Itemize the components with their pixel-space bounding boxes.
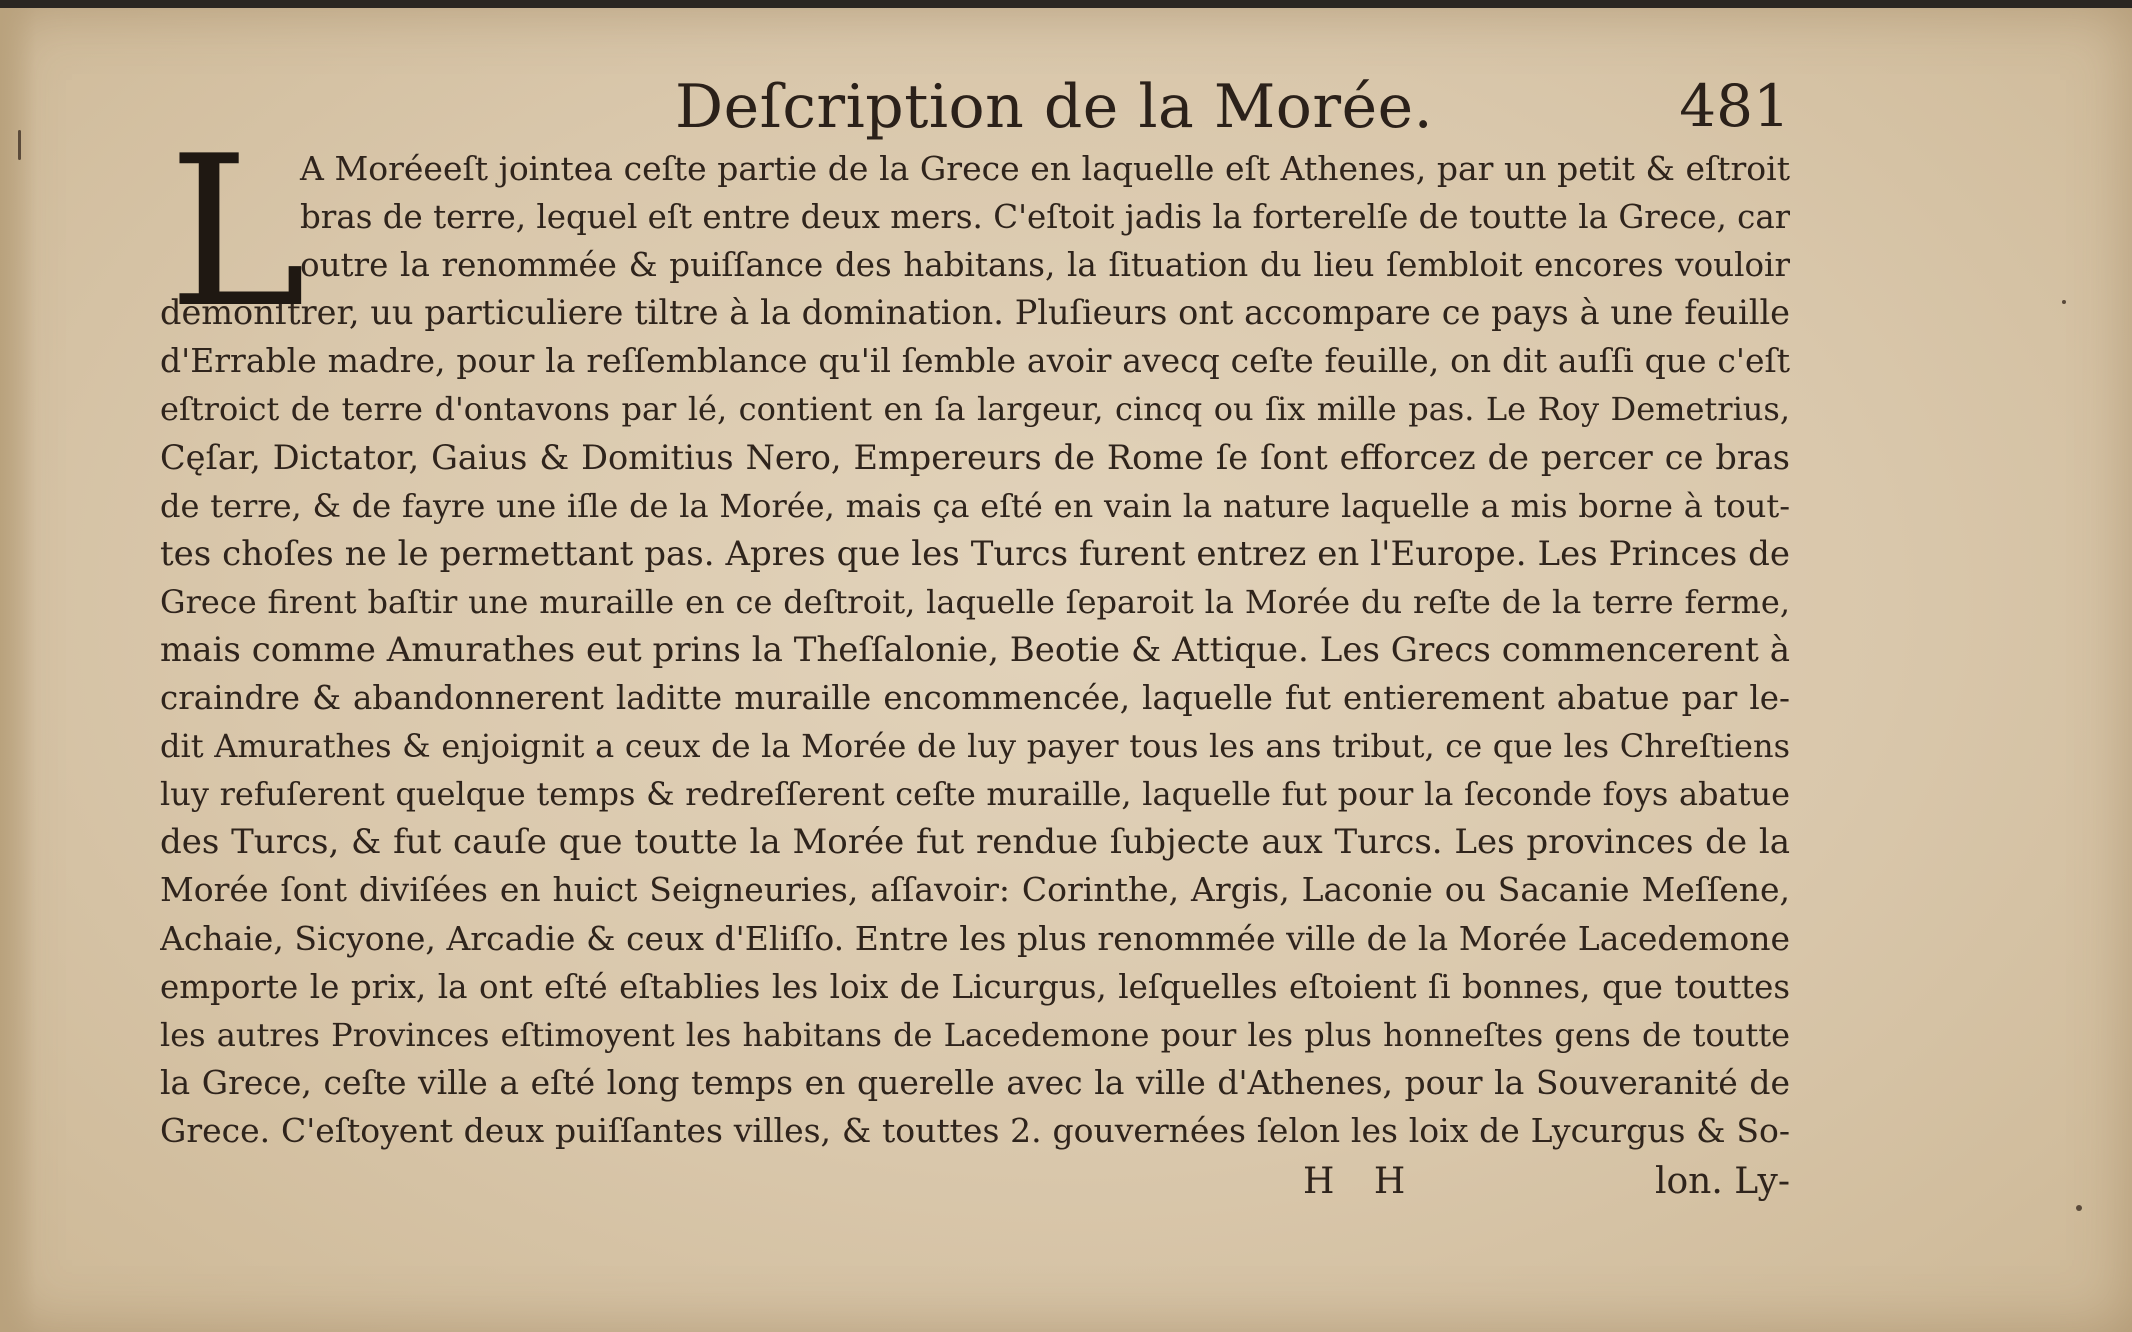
text-line: Morée ſont diviſées en huict Seigneuries, aſſavoir: Corinthe, Argis, Laconie ou Sacanie Meſſene,: [160, 870, 1790, 910]
text-line: outre la renommée & puiſſance des habitans, la ſituation du lieu ſembloit encores vouloir: [300, 246, 1790, 285]
text-line: la Grece, ceſte ville a eſté long temps en querelle avec la ville d'Athenes, pour la Souveranité de: [160, 1062, 1790, 1102]
ink-speck: [2076, 1205, 2082, 1211]
text-line: de terre, & de fayre une iſle de la Morée, mais ça eſté en vain la nature laquelle a mis borne à tout-: [160, 486, 1790, 525]
body-text: [160, 112, 1790, 1155]
text-line: luy refuſerent quelque temps & redreſſerent ceſte muraille, laquelle fut pour la ſeconde foys abatue: [160, 775, 1790, 814]
text-line: craindre & abandonnerent laditte muraille encommencée, laquelle fut entierement abatue par le-: [160, 679, 1790, 718]
signature-mark: H H: [1303, 1161, 1420, 1202]
text-line: Grece. C'eſtoyent deux puiſſantes villes, & touttes 2. gouvernées ſelon les loix de Lycurgus & So-: [160, 1110, 1790, 1150]
text-line: Cęſar, Dictator, Gaius & Domitius Nero, Empereurs de Rome ſe ſont efforcez de percer ce bras: [160, 437, 1790, 477]
text-line: mais comme Amurathes eut prins la Theſſalonie, Beotie & Attique. Les Grecs commencerent à: [160, 629, 1790, 670]
text-line: dit Amurathes & enjoignit a ceux de la Morée de luy payer tous les ans tribut, ce que les Chreſtiens: [160, 727, 1790, 766]
text-line: bras de terre, lequel eſt entre deux mers. C'eſtoit jadis la forterelſe de toutte la Grece, car: [300, 198, 1790, 237]
page-footer: [160, 1161, 1790, 1211]
text-line: tes choſes ne le permettant pas. Apres que les Turcs furent entrez en l'Europe. Les Princes de: [160, 533, 1790, 574]
text-line: les autres Provinces eſtimoyent les habitans de Lacedemone pour les plus honneſtes gens de toutte: [160, 1015, 1790, 1054]
text-line: des Turcs, & fut cauſe que toutte la Morée fut rendue ſubjecte aux Turcs. Les provinces de la: [160, 822, 1790, 863]
running-header: [160, 72, 1790, 152]
ink-speck: [2062, 300, 2066, 304]
text-line: demonſtrer, uu particuliere tiltre à la domination. Pluſieurs ont accompare ce pays à une feuille: [160, 293, 1790, 333]
text-line: Achaie, Sicyone, Arcadie & ceux d'Eliſſo. Entre les plus renommée ville de la Morée Lacedemone: [160, 918, 1790, 958]
text-line: Grece firent baſtir une muraille en ce deſtroit, laquelle ſeparoit la Morée du reſte de la terre ferme,: [160, 582, 1790, 621]
running-title: Deſcription de la Morée.: [675, 72, 1434, 142]
page-number: 481: [1679, 72, 1790, 140]
text-line: eſtroict de terre d'ontavons par lé, contient en ſa largeur, cincq ou ſix mille pas. Le Roy Demetrius,: [160, 390, 1790, 429]
catchword: lon. Ly-: [1654, 1161, 1790, 1202]
ink-speck: [18, 130, 21, 160]
text-line: d'Errable madre, pour la reſſemblance qu'il ſemble avoir avecq ceſte feuille, on dit auſſi que c'eſt: [160, 341, 1790, 381]
drop-cap-initial: L: [168, 112, 307, 354]
page-gutter-shadow: [0, 8, 36, 1332]
text-line: emporte le prix, la ont eſté eſtablies les loix de Licurgus, leſquelles eſtoient ſi bonnes, que touttes: [160, 967, 1790, 1006]
text-line: A Moréeeſt jointea ceſte partie de la Grece en laquelle eſt Athenes, par un petit & eſtroit: [300, 149, 1790, 188]
